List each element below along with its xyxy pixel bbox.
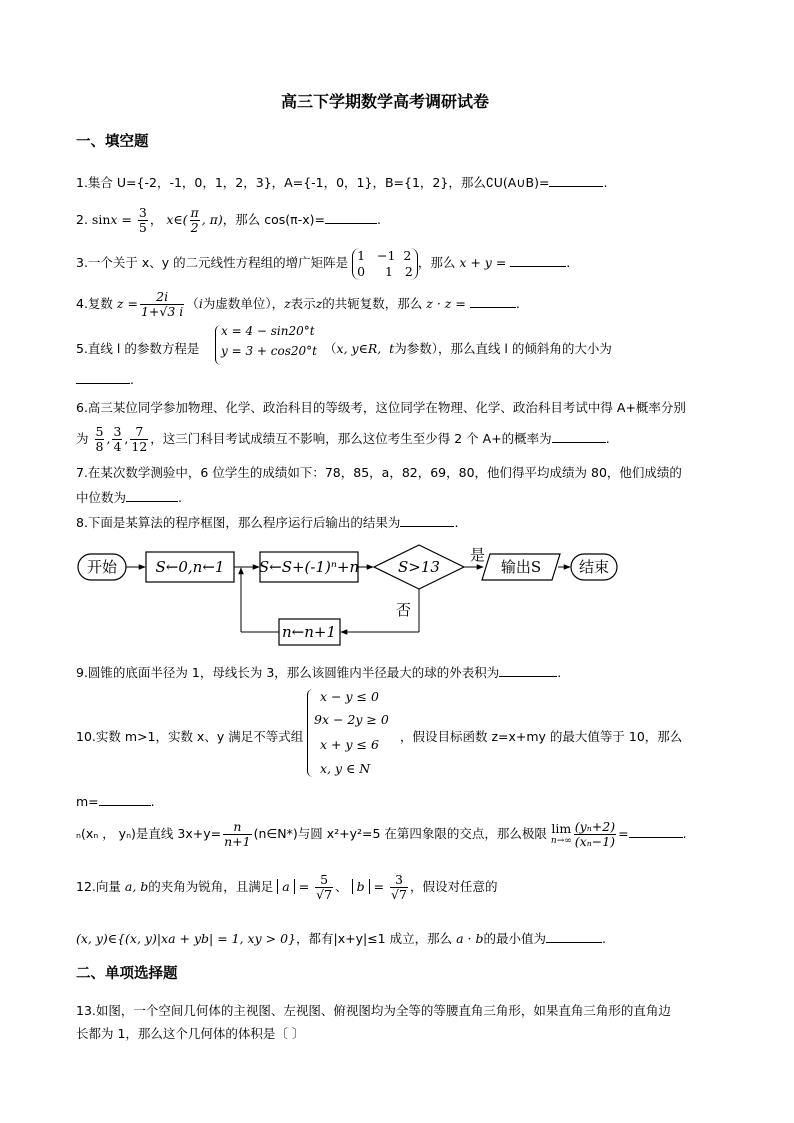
question-12-line1: 12.向量 a, b的夹角为锐角，且满足 a = $\frac{5}{√7}$ 、 b = $\frac{3}{√7}$ ，假设对任意的 — [76, 872, 498, 902]
q10-constraint-1: x − y ≤ 0 — [320, 689, 379, 704]
q5-p1: （ — [324, 341, 337, 356]
question-13-line1: 13.如图，一个空间几何体的主视图、左视图、俯视图均为全等的等腰直角三角形，如果直角三角形的直角边 — [76, 1003, 671, 1018]
q11-den: n+1 — [224, 834, 251, 849]
q4-p2: 为虚数单位）， — [202, 296, 285, 311]
q11-end: . — [682, 826, 687, 841]
q11-lim-den: (xₙ−1) — [574, 834, 616, 849]
matrix-cell: 2 — [404, 263, 413, 279]
q12-post: ，假设对任意的 — [409, 879, 498, 894]
q12-vectors: a, b — [124, 879, 149, 894]
q10-constraint-3: x + y ≤ 6 — [320, 737, 379, 752]
q11-limit — [550, 820, 572, 847]
question-12-line2 — [76, 929, 606, 947]
q2-eq: = — [117, 212, 136, 227]
q4-num: 2i — [140, 290, 184, 305]
q9-text: 9.圆锥的底面半径为 1，母线长为 3，那么该圆锥内半径最大的球的外表积为 — [76, 665, 500, 680]
q12-post3: 的最小值为 — [483, 931, 546, 946]
flow-yes-label: 是 — [470, 546, 486, 564]
q12-frac-b — [390, 873, 408, 902]
page-title: 高三下学期数学高考调研试卷 — [281, 92, 490, 111]
q10-end: . — [150, 794, 155, 809]
answer-blank — [499, 676, 557, 677]
question-13-line2: 长都为 1，那么这个几何体的体积是〔 〕 — [76, 1026, 305, 1041]
question-7-line1: 7.在某次数学测验中，6 位学生的成绩如下：78，85，a，82，69，80，他们得平均成绩为 80，他们成绩的 — [76, 465, 682, 480]
q5-xy: x, y∈R, — [336, 341, 382, 356]
q10-brace — [307, 689, 313, 777]
answer-blank — [546, 942, 602, 943]
q5-line1: x = 4 − sin20°t — [221, 324, 315, 338]
q11-post: = — [618, 826, 629, 841]
q2-num: 3 — [138, 205, 147, 220]
q2-sin: sin — [91, 212, 111, 227]
q7-line2: 中位数为 — [76, 490, 127, 505]
question-10-line2 — [76, 794, 155, 809]
question-10-pre: 10.实数 m>1，实数 x、y 满足不等式组 — [76, 729, 304, 744]
q4-expr: z · z = — [426, 296, 466, 311]
q12-frac-a — [315, 873, 333, 902]
q11-lim: lim — [551, 820, 572, 836]
answer-blank — [99, 805, 151, 806]
q12-post2: ，都有|x+y|≤1 成立，那么 — [296, 931, 453, 946]
q2-comma: ， — [149, 212, 163, 227]
frac-den: √7 — [391, 887, 407, 902]
q1-expr: ∁U(A∪B) — [485, 175, 539, 190]
q2-pi-den: 2 — [190, 220, 199, 235]
q11-mid: (n∈N*)与圆 x²+y²=5 在第四象限的交点，那么极限 — [253, 826, 547, 841]
flow-decision-label: S>13 — [398, 558, 440, 576]
flow-output-label: 输出S — [500, 558, 542, 576]
q6-post: ，这三门科目考试成绩互不影响，那么这位考生至少得 2 个 A+的概率为 — [150, 431, 552, 446]
q9-end: . — [557, 665, 562, 680]
frac-num: 5 — [95, 424, 104, 439]
q2-number: 2. — [76, 212, 88, 227]
q10-constraint-2: 9x − 2y ≥ 0 — [314, 712, 389, 727]
frac-num: 5 — [315, 873, 333, 888]
q5-end: . — [130, 372, 134, 387]
matrix-cell: 1 — [384, 263, 393, 279]
q8-end: . — [454, 515, 459, 530]
frac-den: 8 — [95, 439, 104, 454]
q3-expr: x + y = — [459, 255, 507, 270]
q6-end: . — [605, 431, 610, 446]
q10-constraint-4: x, y ∈ N — [320, 761, 371, 776]
section-heading-choice: 二、单项选择题 — [76, 966, 178, 982]
q2-pi-num: π — [190, 205, 199, 220]
q2-x: x — [110, 212, 118, 227]
frac-num: 3 — [113, 424, 122, 439]
q1-text: 1.集合 U={-2，-1，0，1，2，3}，A={-1，0，1}，B={1，2}，那么 — [76, 175, 486, 190]
frac-den: 4 — [113, 439, 122, 454]
question-10-post: ，假设目标函数 z=x+my 的最大值等于 10，那么 — [400, 729, 683, 744]
question-6-line1: 6.高三某位同学参加物理、化学、政治科目的等级考，这位同学在物理、化学、政治科目考试中得 A+概率分别 — [76, 400, 686, 415]
flow-update-label: S←S+(-1)ⁿ+n — [258, 558, 360, 576]
frac-den: √7 — [316, 887, 333, 902]
q10-m: m= — [76, 794, 99, 809]
q1-eq: = — [538, 175, 550, 190]
q1-end: . — [603, 175, 608, 190]
q8-text: 8.下面是某算法的程序框图，那么程序运行后输出的结果为 — [76, 515, 401, 530]
q12-sep: 、 — [335, 879, 348, 894]
q11-fraction — [223, 820, 251, 849]
q3-post: ，那么 — [417, 255, 456, 270]
frac-num: 3 — [390, 873, 408, 888]
q2-post: ，那么 cos(π-x)= — [222, 212, 325, 227]
question-11 — [76, 818, 687, 850]
q5-p2: 为参数），那么直线 l 的倾斜角的大小为 — [394, 341, 612, 356]
flow-no-label: 否 — [396, 601, 412, 619]
q3-text: 3.一个关于 x、y 的二元线性方程组的增广矩阵是 — [76, 255, 349, 270]
q4-p4: 的共轭复数，那么 — [322, 296, 423, 311]
q7-end: . — [178, 490, 182, 505]
matrix-cell: 0 — [357, 263, 366, 279]
q2-end: . — [376, 212, 381, 227]
q6-pre: 为 — [76, 431, 89, 446]
q2-pi-end: , π) — [201, 212, 223, 227]
q11-lim-sub: n→∞ — [550, 835, 572, 846]
q5-t: t — [389, 341, 395, 356]
question-9 — [76, 663, 561, 681]
q3-end: . — [566, 255, 571, 270]
answer-blank — [629, 837, 683, 838]
frac-num: 7 — [130, 425, 148, 440]
question-6-line2: 为 $\frac{5}{8}$ , $\frac{3}{4}$ , $\frac{7}{12}$ ，这三门科目考试成绩互不影响，那么这位考生至少得 2 个 A+的概率为 . — [76, 424, 610, 454]
q12-mid: 的夹角为锐角，且满足 — [148, 879, 274, 894]
q12-set: (x, y)∈{(x, y)|xa + yb| = 1, xy > 0} — [76, 931, 296, 946]
q12-dot: a · b — [456, 931, 484, 946]
matrix-cell: 2 — [403, 247, 412, 263]
q2-den: 5 — [138, 220, 147, 235]
q4-paren: （ — [186, 296, 199, 311]
q11-num: n — [223, 820, 251, 835]
q4-end: . — [515, 296, 520, 311]
flow-start-label: 开始 — [86, 558, 118, 576]
q4-text: 4.复数 — [76, 296, 113, 311]
frac-den: 12 — [131, 439, 148, 454]
q4-den: 1+√3 i — [140, 304, 184, 319]
q4-z: z = — [116, 296, 138, 311]
q12-pre: 12.向量 — [76, 879, 121, 894]
flow-increment-label: n←n+1 — [281, 623, 337, 641]
question-4: 4.复数 z = $\frac{2i}{1+√3 i}$ （i为虚数单位），z表示z的共轭复数，那么 z · z = . — [76, 289, 520, 319]
q11-pre: ₙ(xₙ ， yₙ)是直线 3x+y= — [76, 826, 222, 841]
flow-end-label: 结束 — [578, 558, 610, 576]
flow-init-label: S←0,n←1 — [155, 558, 225, 576]
section-heading-fill: 一、填空题 — [76, 134, 149, 150]
matrix-cell: 1 — [357, 247, 366, 263]
matrix-cell: −1 — [377, 247, 396, 263]
q4-i: i — [198, 296, 203, 311]
q5-line2: y = 3 + cos20°t — [221, 344, 317, 358]
q11-limit-fraction — [574, 820, 616, 849]
q12-end: . — [601, 931, 606, 946]
q5-pre: 5.直线 l 的参数方程是 — [76, 341, 200, 356]
q4-p3: 表示 — [290, 296, 316, 311]
q2-in: x∈( — [166, 212, 188, 227]
q11-lim-num: (yₙ+2) — [574, 819, 616, 834]
